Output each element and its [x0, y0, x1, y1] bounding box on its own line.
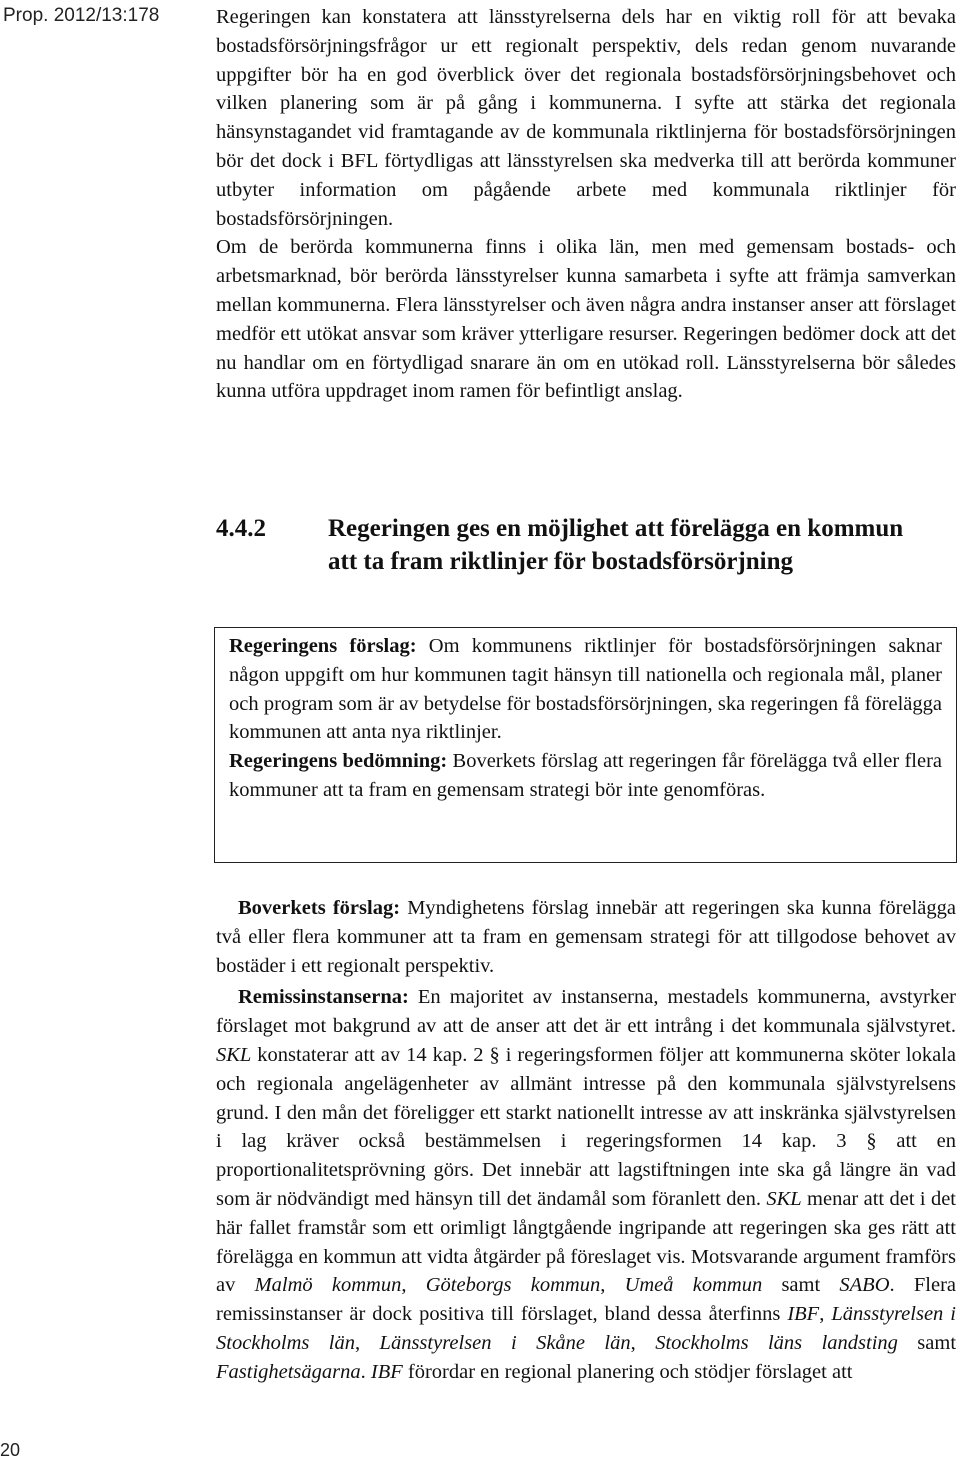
assessment-label: Regeringens bedömning:: [229, 750, 448, 773]
org-name: Länsstyrelsen i Stockholms län: [216, 1303, 956, 1354]
remiss-text: ,: [355, 1331, 380, 1354]
org-name: Länsstyrelsen i Skåne län: [379, 1331, 631, 1354]
page-number: 20: [0, 1440, 21, 1460]
section-number: 4.4.2: [216, 515, 266, 542]
remiss-text: ,: [401, 1274, 426, 1297]
org-name: IBF: [370, 1360, 403, 1383]
proposal-text: Om kommunens riktlinjer för bostadsförsörjningen saknar någon uppgift om hur kommunen tagit hänsyn till nationella och regionala mål, planer och program som är av betydelse för bostadsförsörjningen, ska regeringen få förelägga kommunen att anta nya riktlinjer.: [229, 635, 942, 744]
intro-paragraph-2: Om de berörda kommunerna finns i olika län, men med gemensam bostads- och arbetsmarknad, bör berörda länsstyrelser kunna samarbeta i syfte att främja samverkan mellan kommunerna. Flera länsstyrelser och även några andra instanser anser att förslaget medför ett utökat ansvar som kräver ytterligare resurser. Regeringen bedömer dock att det nu handlar om en förtydligad snarare än om en utökad roll. Länsstyrelserna bör således kunna utföra uppdraget inom ramen för befintligt anslag.: [216, 236, 956, 403]
org-name: SKL: [766, 1187, 802, 1210]
remiss-text: . Flera remissinstanser är dock positiva till förslaget, bland dessa återfinns: [216, 1274, 956, 1326]
assessment-text: Boverkets förslag att regeringen får förelägga två eller flera kommuner att ta fram en gemensam strategi bör inte genomföras.: [229, 750, 942, 801]
org-name: SABO: [839, 1274, 890, 1297]
org-name: Göteborgs kommun: [425, 1274, 601, 1297]
org-name: Malmö kommun: [254, 1274, 402, 1297]
margin-document-reference: Prop. 2012/13:178: [3, 5, 160, 26]
body-text: [216, 894, 956, 1387]
intro-paragraph-1: Regeringen kan konstatera att länsstyrelserna dels har en viktig roll för att bevaka bostadsförsörjningsfrågor ur ett regionalt perspektiv, dels redan genom nuvarande uppgifter bör ha en god överblick över det regionala bostadsförsörjningsbehovet och vilken planering som är på gång i kommunerna. I syfte att stärka det regionala hänsynstagandet vid framtagande av de kommunala riktlinjerna för bostadsförsörjningen bör det dock i BFL förtydligas att länsstyrelsen ska medverka till att berörda kommuner utbyter information om pågående arbete med kommunala riktlinjer för bostadsförsörjningen.: [216, 6, 956, 230]
remiss-paragraph: [216, 983, 956, 1386]
remiss-text: ,: [819, 1303, 832, 1326]
org-name: IBF: [787, 1303, 820, 1326]
org-name: Fastighetsägarna: [216, 1360, 361, 1383]
remiss-label: Remissinstanserna:: [238, 986, 409, 1009]
org-name: Umeå kommun: [624, 1274, 763, 1297]
remiss-text: samt: [762, 1274, 840, 1297]
boverket-text: Myndighetens förslag innebär att regeringen ska kunna förelägga två eller flera kommuner att ta fram en gemensam strategi för att tillgodose behovet av bostäder i ett regionalt perspektiv.: [216, 897, 956, 977]
assessment-paragraph: [229, 747, 942, 805]
org-name: SKL: [216, 1043, 252, 1066]
remiss-text: samt: [897, 1331, 957, 1354]
org-name: Stockholms läns landsting: [655, 1331, 898, 1354]
proposal-label: Regeringens förslag:: [229, 635, 417, 657]
remiss-text: konstaterar att av 14 kap. 2 § i regeringsformen följer att kommunerna sköter lokala och regionala angelägenheter av allmänt intresse på den kommunala självstyrelsens grund. I den mån det föreligger ett starkt nationellt intresse av att inskränka självstyrelsen i lag kräver också bestämmelsen i regeringsformen 14 kap. 3 § att en proportionalitetsprövning görs. Det innebär att lagstiftningen inte ska gå längre än vad som är nödvändigt med hänsyn till det ändamål som föranlett den.: [216, 1043, 956, 1210]
intro-text: [216, 3, 956, 406]
remiss-text: .: [360, 1360, 371, 1383]
remiss-text: ,: [600, 1274, 625, 1297]
remiss-text: ,: [630, 1331, 656, 1354]
section-title: Regeringen ges en möjlighet att förelägga en kommun att ta fram riktlinjer för bostadsförsörjning: [328, 515, 904, 575]
remiss-text: menar att det i det här fallet framstår som ett orimligt långtgående ingripande att regeringen ska ges rätt att förelägga en kommun att vidta åtgärder på föreslaget vis. Motsvarande argument framförs av: [216, 1187, 956, 1297]
remiss-text: förordar en regional planering och stödjer förslaget att: [402, 1360, 853, 1383]
boverket-label: Boverkets förslag:: [238, 897, 401, 919]
boverket-paragraph: [216, 894, 956, 980]
proposal-paragraph: [229, 632, 942, 747]
remiss-text: En majoritet av instanserna, mestadels kommunerna, avstyrker förslaget mot bakgrund av att de anser att det är ett intrång i det kommunala självstyret.: [216, 986, 956, 1038]
summary-box: [214, 627, 957, 863]
